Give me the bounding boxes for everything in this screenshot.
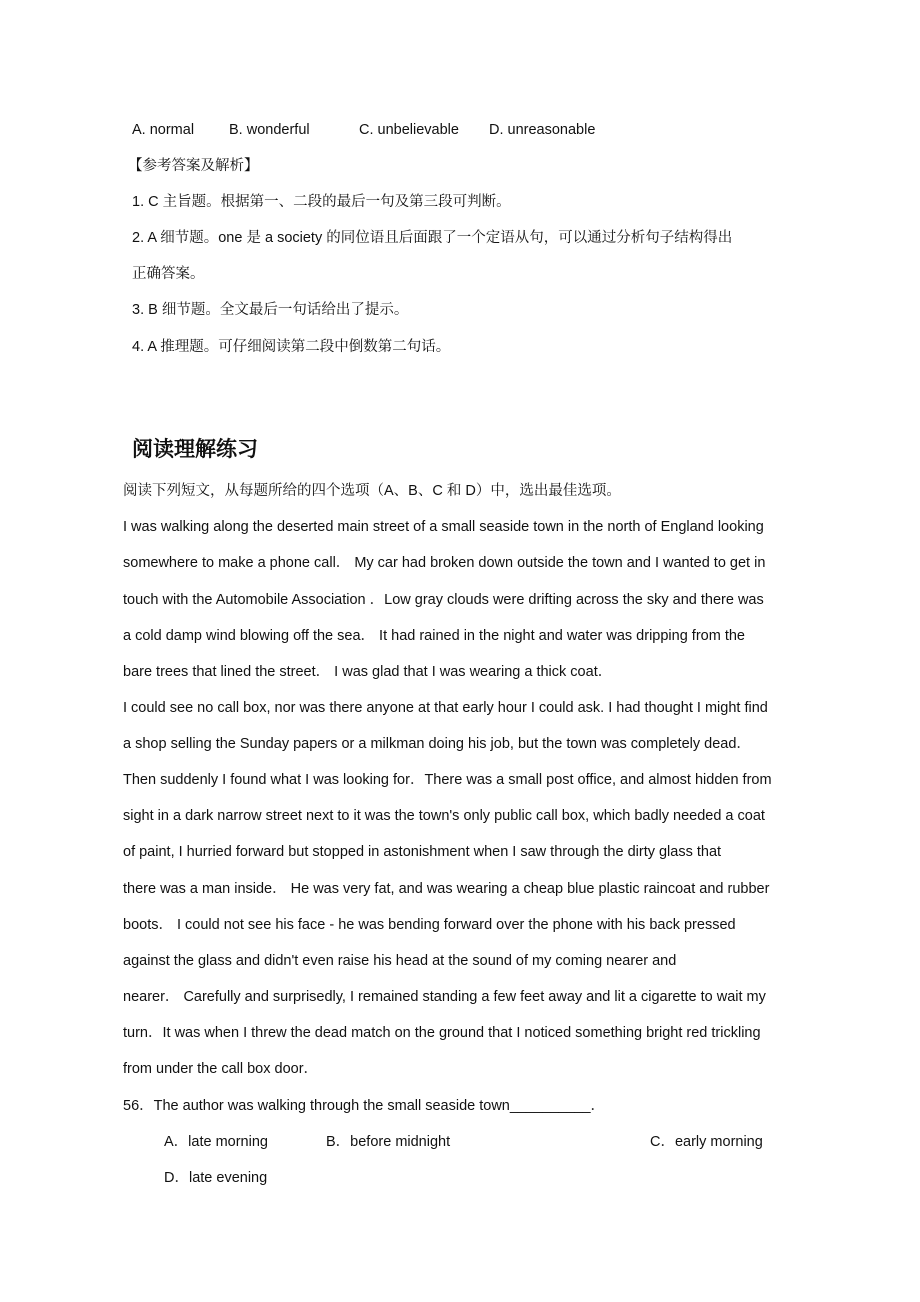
passage-line: turn．It was when I threw the dead match on the ground that I noticed something bright red trickling — [123, 1025, 761, 1041]
passage-line: a cold damp wind blowing off the sea． It had rained in the night and water was dripping from the — [123, 628, 745, 644]
passage-line: there was a man inside． He was very fat, and was wearing a cheap blue plastic raincoat and rubber — [123, 881, 770, 897]
passage-line: I could see no call box, nor was there anyone at that early hour I could ask. I had thought I might find — [123, 700, 768, 716]
answer-4: 4. A 推理题。可仔细阅读第二段中倒数第二句话。 — [132, 339, 451, 355]
question-56-option-d: D．late evening — [164, 1170, 268, 1186]
prev-option-c: C. unbelievable — [359, 122, 459, 138]
answers-heading: 【参考答案及解析】 — [128, 158, 259, 174]
passage-line: bare trees that lined the street． I was glad that I was wearing a thick coat． — [123, 664, 613, 680]
answer-3: 3. B 细节题。全文最后一句话给出了提示。 — [132, 302, 409, 318]
passage-line: sight in a dark narrow street next to it was the town's only public call box, which badly needed a coat — [123, 808, 765, 824]
passage-line: from under the call box door． — [123, 1061, 319, 1077]
passage-line: boots． I could not see his face - he was bending forward over the phone with his back pressed — [123, 917, 736, 933]
section-instruction: 阅读下列短文，从每题所给的四个选项（A、B、C 和 D）中，选出最佳选项。 — [123, 483, 621, 499]
passage-line: nearer． Carefully and surprisedly, I remained standing a few feet away and lit a cigarette to wait my — [123, 989, 766, 1005]
prev-option-d: D. unreasonable — [489, 122, 596, 138]
passage-line: Then suddenly I found what I was looking for．There was a small post office, and almost hidden from — [123, 772, 772, 788]
answer-1: 1. C 主旨题。根据第一、二段的最后一句及第三段可判断。 — [132, 194, 511, 210]
prev-option-a: A. normal — [132, 122, 195, 138]
prev-option-b: B. wonderful — [229, 122, 310, 138]
question-56-option-c: C．early morning — [650, 1134, 763, 1150]
passage-line: somewhere to make a phone call． My car had broken down outside the town and I wanted to get in — [123, 555, 766, 571]
section-title: 阅读理解练习 — [132, 438, 258, 461]
passage-line: against the glass and didn't even raise his head at the sound of my coming nearer and — [123, 953, 677, 969]
question-56-stem: 56．The author was walking through the small seaside town__________． — [123, 1098, 606, 1114]
passage-line: a shop selling the Sunday papers or a milkman doing his job, but the town was completely dead． — [123, 736, 751, 752]
passage-line: of paint, I hurried forward but stopped in astonishment when I saw through the dirty glass that — [123, 844, 722, 860]
question-56-option-a: A．late morning — [164, 1134, 268, 1150]
passage-line: touch with the Automobile Association ．Low gray clouds were drifting across the sky and there was — [123, 592, 764, 608]
passage-line: I was walking along the deserted main street of a small seaside town in the north of England looking — [123, 519, 764, 535]
answer-2-line-1: 2. A 细节题。one 是 a society 的同位语且后面跟了一个定语从句，可以通过分析句子结构得出 — [132, 230, 733, 246]
question-56-option-b: B．before midnight — [326, 1134, 451, 1150]
answer-2-line-2: 正确答案。 — [132, 266, 205, 282]
